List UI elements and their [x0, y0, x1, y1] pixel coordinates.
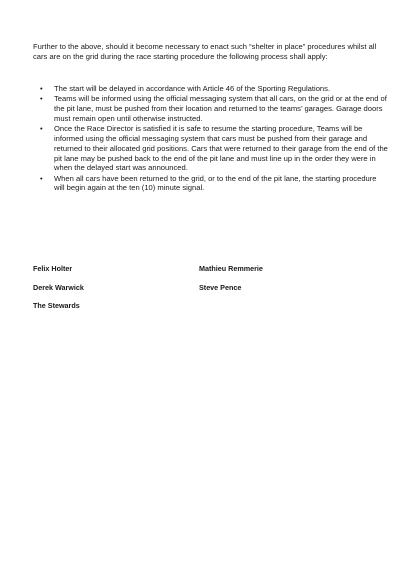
list-item [33, 94, 389, 123]
signatory-derek-warwick: Derek Warwick [33, 283, 84, 292]
list-item [33, 84, 389, 94]
list-item-text: Teams will be informed using the official messaging system that all cars, on the grid or at the end of the pit lane, must be pushed from their location and returned to the teams’ garages. Garage doors must remain open until otherwise instructed. [54, 94, 387, 123]
bullet-icon: • [40, 94, 43, 104]
list-item-text: Once the Race Director is satisfied it is safe to resume the starting procedure, Teams will be informed using the official messaging system that cars must be pushed from their garage and returned to their allocated grid positions. Cars that were returned to their garage from the end of the pit lane may be pushed back to the end of the pit lane and must line up in the order they were in when the delayed start was announced. [54, 124, 388, 173]
bullet-icon: • [40, 173, 43, 183]
signatory-felix-holter: Felix Holter [33, 264, 73, 273]
procedure-list [33, 84, 389, 194]
list-item-text: The start will be delayed in accordance with Article 46 of the Sporting Regulations. [54, 84, 331, 93]
signatory-steve-pence: Steve Pence [199, 283, 242, 292]
list-item-text: When all cars have been returned to the grid, or to the end of the pit lane, the starting procedure will begin again at the ten (10) minute signal. [54, 173, 377, 193]
bullet-icon: • [40, 84, 43, 93]
stewards-label: The Stewards [33, 301, 80, 310]
signatory-mathieu-remmerie: Mathieu Remmerie [199, 264, 263, 273]
list-item [33, 174, 389, 194]
intro-paragraph: Further to the above, should it become necessary to enact such “shelter in place” procedures whilst all cars are on the grid during the race starting procedure the following process shall apply: [33, 42, 377, 61]
list-item [33, 124, 389, 173]
bullet-icon: • [40, 124, 43, 134]
